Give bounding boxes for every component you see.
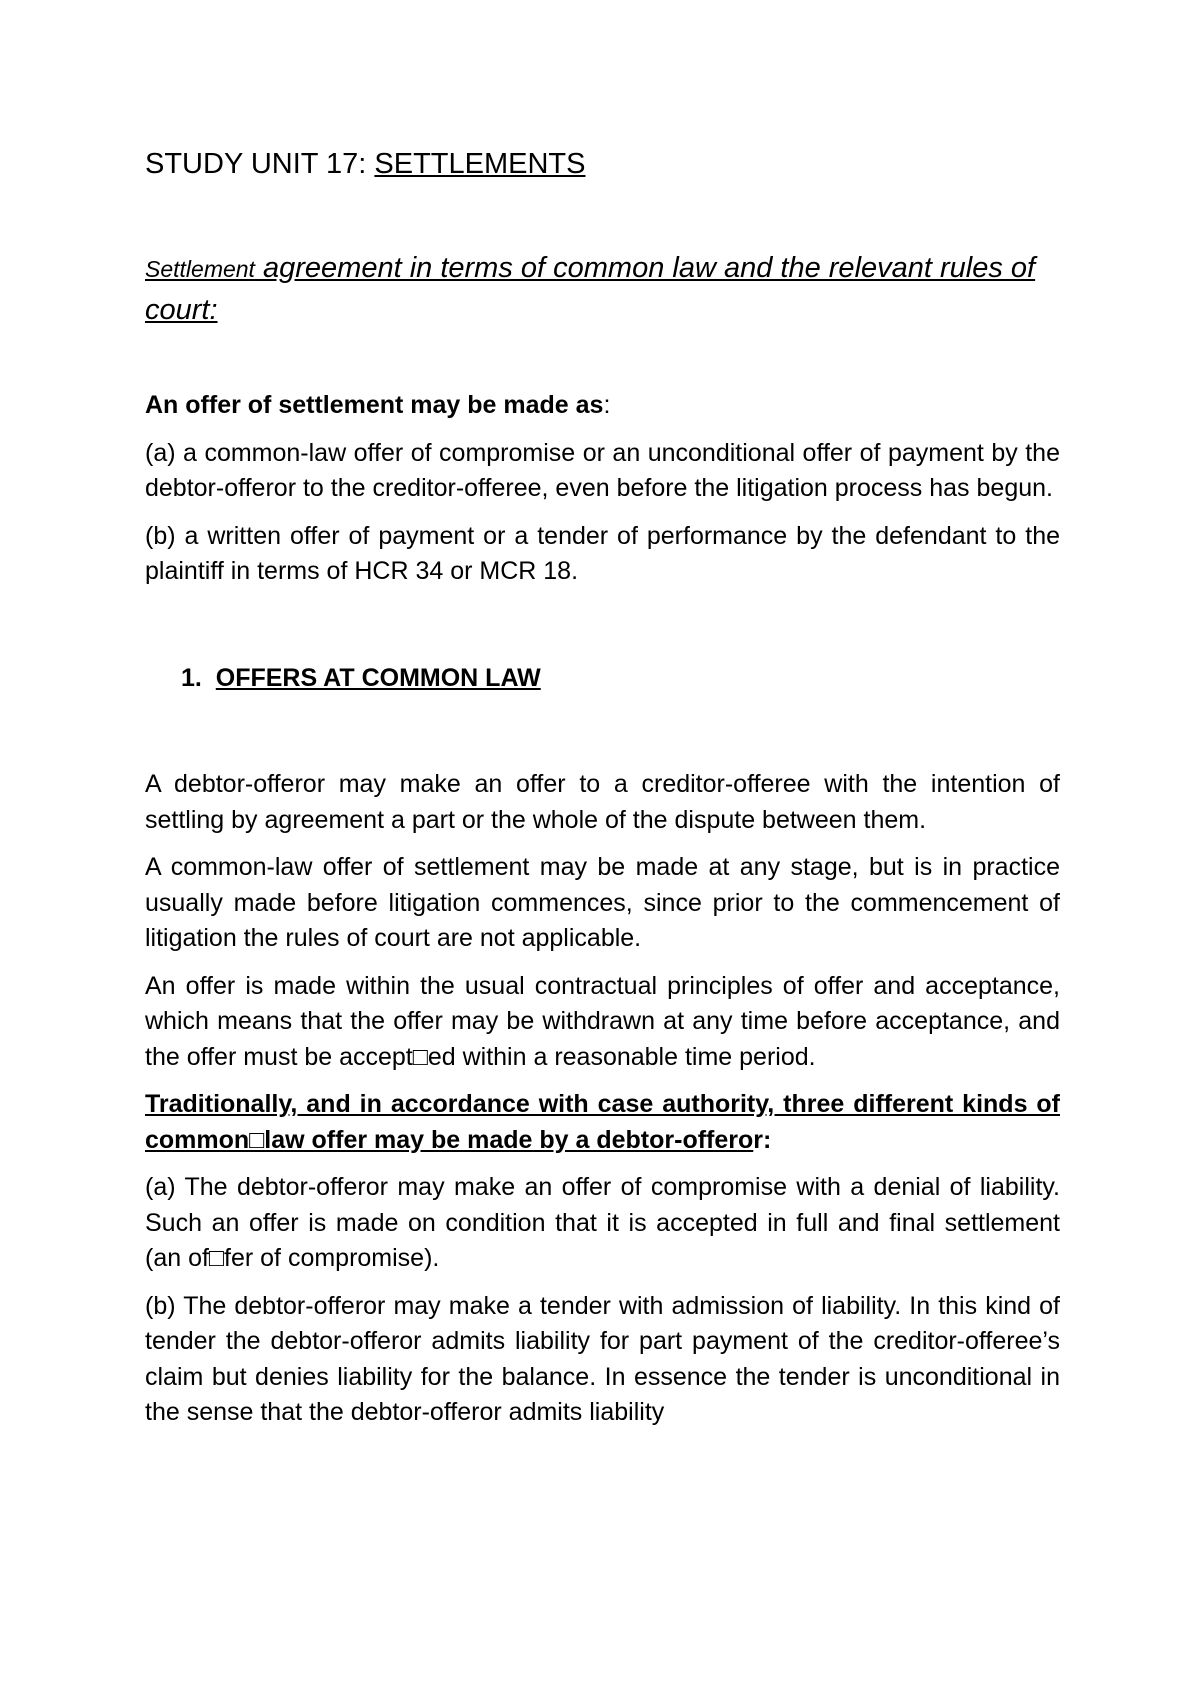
paragraph-1: A debtor-offeror may make an offer to a creditor-offeree with the intention of settling by agreement a part or the whole of the dispute between them.: [145, 770, 1060, 834]
paragraph-3: An offer is made within the usual contractual principles of offer and acceptance, which means that the offer may be withdrawn at any time before acceptance, and the offer must be accept□ed within a reasonable time period.: [145, 971, 1060, 1071]
kinds-heading-tail: r:: [753, 1125, 772, 1154]
page-title: [145, 146, 1060, 182]
kinds-heading: [145, 1087, 1060, 1158]
offer-item-a: (a) a common-law offer of compromise or an unconditional offer of payment by the debtor-offeror to the creditor-offeree, even before the litigation process has begun.: [145, 438, 1060, 502]
section-title: OFFERS AT COMMON LAW: [215, 663, 541, 692]
offer-heading: [145, 388, 1060, 424]
section-subtitle: [145, 248, 1060, 331]
offer-heading-colon: :: [603, 391, 611, 419]
kind-item-a: (a) The debtor-offeror may make an offer of compromise with a denial of liability. Such an offer is made on condition that it is accepted in full and final settlement (an of□fer of compromise).: [145, 1173, 1060, 1272]
document-body: [145, 146, 1060, 1431]
title-main: SETTLEMENTS: [374, 148, 586, 180]
subtitle-rest: agreement in terms of common law and the relevant rules of court:: [145, 252, 1036, 326]
title-prefix: STUDY UNIT 17:: [145, 148, 375, 180]
offer-item-b: (b) a written offer of payment or a tender of performance by the defendant to the plaintiff in terms of HCR 34 or MCR 18.: [145, 521, 1060, 585]
paragraph-2: A common-law offer of settlement may be made at any stage, but is in practice usually made before litigation commences, since prior to the commencement of litigation the rules of court are not applicable.: [145, 853, 1060, 952]
subtitle-first-word: Settlement: [145, 256, 255, 282]
section-number: 1.: [181, 663, 202, 692]
section-heading: [181, 661, 1060, 697]
offer-heading-bold: An offer of settlement may be made as: [145, 391, 604, 419]
kinds-heading-underlined: Traditionally, and in accordance with case authority, three different kinds of common□law offer may be made by a debtor-offero: [145, 1090, 1060, 1154]
kind-item-b: (b) The debtor-offeror may make a tender with admission of liability. In this kind of tender the debtor-offeror admits liability for part payment of the creditor-offeree’s claim but denies liability for the balance. In essence the tender is unconditional in the sense that the debtor-offeror admits liability: [145, 1291, 1060, 1426]
